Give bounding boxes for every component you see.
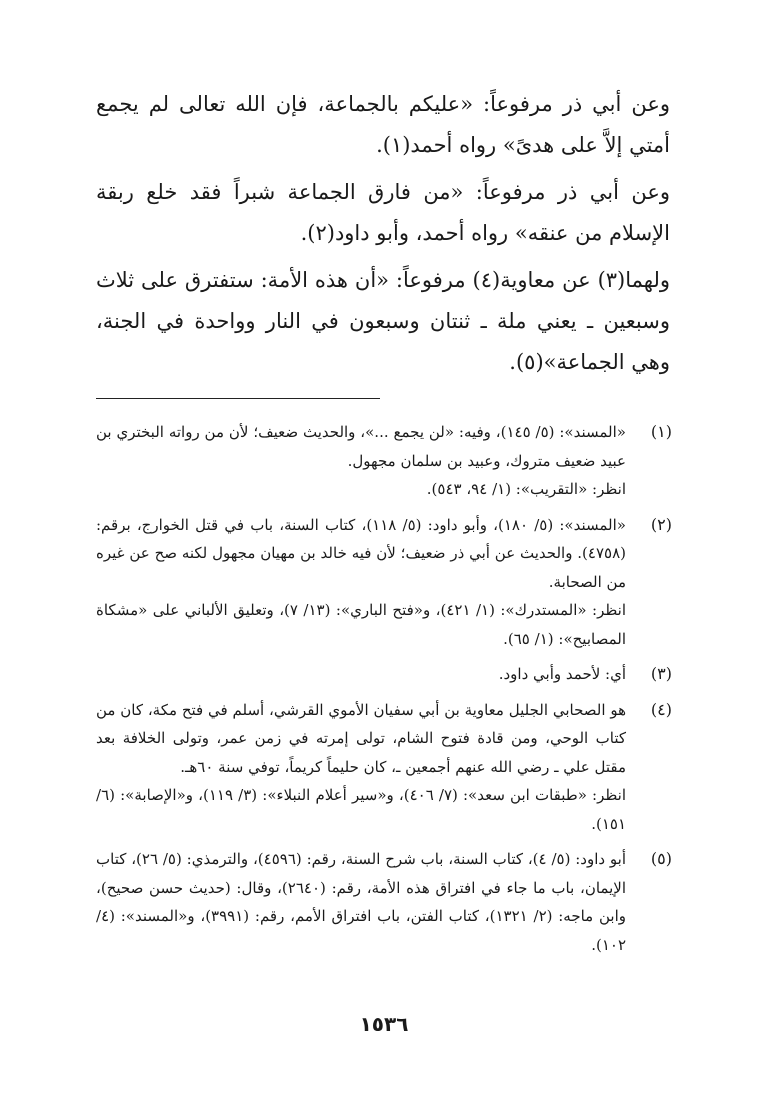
footnote	[96, 696, 672, 839]
footnote-number: (٢)	[650, 514, 672, 534]
footnote-separator	[96, 398, 380, 399]
paragraph: ولهما(٣) عن معاوية(٤) مرفوعاً: «أن هذه الأمة: ستفترق على ثلاث وسبعين ـ يعني ملة ـ ثنتان وسبعون في النار وواحدة في الجنة، وهي الجماعة»(٥).	[96, 268, 670, 374]
footnote-text: أبو داود: (٥/ ٤)، كتاب السنة، باب شرح السنة، رقم: (٤٥٩٦)، والترمذي: (٥/ ٢٦)، كتاب الإيمان، باب ما جاء في افتراق هذه الأمة، رقم: (٢٦٤٠)، وقال: (حديث حسن صحيح)، وابن ماجه: (٢/ ١٣٢١)، كتاب الفتن، باب افتراق الأمم، رقم: (٣٩٩١)، و«المسند»: (٤/ ١٠٢).	[96, 850, 626, 954]
footnote	[96, 511, 672, 654]
footnote-number: (٣)	[650, 664, 672, 683]
footnote-number: (١)	[650, 422, 672, 441]
footnote-body	[96, 418, 626, 504]
footnote-text: هو الصحابي الجليل معاوية بن أبي سفيان الأموي القرشي، أسلم في فتح مكة، كان من كتاب الوحي، ومن قادة فتوح الشام، تولى إمرته في زمن عمر، وتولى الخلافة بعد مقتل علي ـ رضي الله عنهم أجمعين ـ، كان حليماً كريماً، توفي سنة ٦٠هـ.	[96, 700, 626, 776]
paragraph: وعن أبي ذر مرفوعاً: «عليكم بالجماعة، فإن الله تعالى لم يجمع أمتي إلاَّ على هدىً» رواه أحمد(١).	[96, 92, 670, 157]
footnote-text: «المسند»: (٥/ ١٨٠)، وأبو داود: (٥/ ١١٨)، كتاب السنة، باب في قتل الخوارج، برقم: (٤٧٥٨). والحديث عن أبي ذر ضعيف؛ لأن فيه خالد بن مهيان مجهول لكنه صح عن غيره من الصحابة.	[96, 515, 626, 591]
page-number: ١٥٣٦	[359, 1012, 409, 1036]
main-text	[96, 84, 670, 389]
footnote-body	[96, 845, 626, 959]
footnote-text: انظر: «المستدرك»: (١/ ٤٢١)، و«فتح الباري»: (١٣/ ٧)، وتعليق الألباني على «مشكاة المصابيح»: (١/ ٦٥).	[96, 601, 626, 648]
footnote-text: انظر: «طبقات ابن سعد»: (٧/ ٤٠٦)، و«سير أعلام النبلاء»: (٣/ ١١٩)، و«الإصابة»: (٦/ ١٥١).	[96, 786, 626, 833]
footnote-number: (٤)	[650, 699, 672, 719]
footnote-body	[96, 511, 626, 654]
footnote	[96, 845, 672, 959]
footnote-text: أي: لأحمد وأبي داود.	[498, 665, 626, 683]
footnotes	[96, 418, 672, 966]
footnote-text: «المسند»: (٥/ ١٤٥)، وفيه: «لن يجمع ...»، والحديث ضعيف؛ لأن من رواته البختري بن عبيد ضعيف متروك، وعبيد بن سلمان مجهول.	[96, 423, 626, 470]
footnote	[96, 660, 672, 689]
footnote-body	[96, 696, 626, 839]
footnote-body	[96, 660, 626, 689]
footnote-number: (٥)	[650, 849, 672, 868]
footnote-text: انظر: «التقريب»: (١/ ٩٤، ٥٤٣).	[426, 480, 626, 498]
paragraph: وعن أبي ذر مرفوعاً: «من فارق الجماعة شبراً فقد خلع ربقة الإسلام من عنقه» رواه أحمد، وأبو داود(٢).	[96, 180, 670, 245]
footnote	[96, 418, 672, 504]
